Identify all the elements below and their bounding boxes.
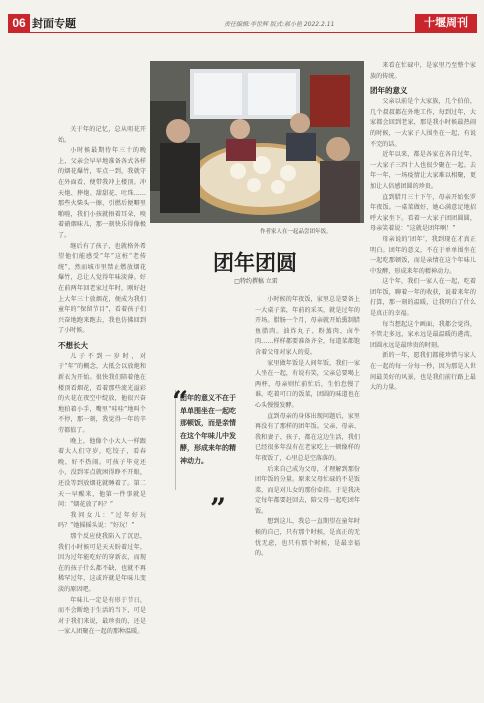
paragraph: 那个反应使我陷入了沉思，我们小时候可是天天盼着过年，因为过年能吃好的穿新衣，而现在的孩子什么都不缺，也就不再稀罕过年，这或许就是年味儿变淡的原因吧。 bbox=[58, 532, 146, 593]
open-quote-mark: “ bbox=[172, 385, 189, 418]
paragraph: 关于年的记忆，总从咀花开始。 bbox=[58, 126, 146, 144]
article-byline: □特约撰稿 立雷 bbox=[234, 278, 278, 285]
paragraph: 晚上，他像个小大人一样跟着大人们守岁，吃饺子，看春晚，好不热闹。可孩子毕竟还小，没到零点就困得睁不开眼，还没等到放烟花就睡着了。第二天一早醒来，他第一件事就是问：“烟花放了吗？” bbox=[58, 437, 146, 509]
paragraph: 儿子不到一岁时，对于“年”的概念，大抵会以放炮和新衣为开始。很快我们陪着他在楼顶看烟花，看着那些流光溢彩的火花在夜空中绽放，他很兴奋地拍着小手，嘴里“哇哇”地叫个不停，那一刻，我觉得一年的辛劳都值了。 bbox=[58, 352, 146, 435]
subheading: 不想长大 bbox=[58, 340, 88, 350]
editor-meta: 责任编辑:李世辉 版式:郝小艳 2022.2.11 bbox=[224, 21, 335, 28]
article-title: 团年团圆 bbox=[213, 251, 297, 275]
paragraph: 母亲说的‘团年’，我到现在才真正明白。团年的意义，不在于单单围坐在一起吃那顿饭，而是亲情在这个年味儿中发酵，形成来年的精神动力。 bbox=[370, 235, 476, 275]
paragraph: 这个年，我们一家人在一起，吃着团年饭，聊着一年的收获，说着来年的打算，那一刻的温暖，让我明白了什么是真正的幸福。 bbox=[370, 278, 476, 318]
paragraph: 家里做年饭是人间年饭，我们一家人坐在一起，有说有笑，父亲总要喝上两杯，母亲则忙前忙后，生怕怠慢了谁。吃着可口的饭菜，团圆的味道也在心头慢慢发酵。 bbox=[255, 359, 360, 409]
pull-quote: 团年的意义不在于单单围坐在一起吃那顿饭，而是亲情在这个年味儿中发酵，形成来年的精神动力。 bbox=[180, 394, 236, 465]
paragraph: 继后有了孩子，也就格外希望他们能感受“年”这桩“老传统”，然而城市里禁止燃放烟花爆竹，总让人觉得年味淡薄。好在前两年回老家过年时，刚好赶上大年三十放烟花，便成为我们童年的“保留节目”，看着孩子们兴奋地跑来跑去，我也仿佛回到了小时候。 bbox=[58, 242, 146, 335]
subheading: 团年的意义 bbox=[370, 86, 408, 96]
paragraph: 近年以来，都是各家在各自过年，一大家子三四十人也很少聚在一起。去年一年，一场疫情让大家难以相聚，更加让人倍感团圆的珍贵。 bbox=[370, 151, 476, 190]
photo-caption: 作者家人在一起品尝团年饭。 bbox=[260, 229, 332, 235]
section-title: 封面专题 bbox=[32, 17, 76, 30]
text-column-2 bbox=[255, 295, 360, 690]
close-quote-mark: ” bbox=[210, 492, 227, 525]
paragraph: 年味儿一定是有形于节日，而不会断绝于生活的当下，可是对于我们来说，最珍贵的，还是一家人团聚在一起的那种温暖。 bbox=[58, 596, 146, 636]
paragraph: 直到腊月三十下午，母亲开始张罗年夜饭。一桌菜做好，她心满意足地招呼大家坐下。看着一大家子团团圆圆，母亲笑着说：“这就是团年啊！” bbox=[370, 193, 476, 233]
paragraph: 后来自己成为父母，才理解到那份团年饭的分量。原来父母忙碌的不是饭菜，而是对儿女的那份牵挂。于是我决定每年都要赶回去，陪父母一起吃团年饭。 bbox=[255, 465, 360, 515]
paragraph: 小时候的年夜饭，家里总是要备上一大桌子菜，年前的采买，就是过年的开场。腊肠一个月，母亲就开始熏制腊鱼腊肉。油炸丸子、粉蒸肉、卤牛肉……样样都要准备齐全，每道菜都饱含着父母对家人的爱。 bbox=[255, 296, 360, 356]
header-rule bbox=[8, 32, 477, 33]
paragraph: 我问女儿：“过年好玩吗？”她摇摇头说：“好玩！” bbox=[58, 511, 146, 530]
paragraph: 想到这儿，我总一直期望在童年时候的自己，只有那个时候，是真正的无忧无虑，也只有那个时候，是最幸福的。 bbox=[255, 518, 360, 558]
text-column-3 bbox=[370, 61, 476, 691]
paragraph: 新的一年，愿我们都能珍惜与家人在一起的每一分每一秒，因为那是人世间最美好的风景，也是我们前行路上最大的力量。 bbox=[370, 352, 476, 392]
page-number: 06 bbox=[8, 14, 30, 32]
paragraph: 来看在忙碌中，是家里乃至整个家族的传统。 bbox=[370, 62, 476, 80]
paragraph: 父亲以前是个大家族，几个伯伯，几个叔叔都在外地工作，每到过年，大家都会回到老家，那是我小时候最热闹的时候，一大家子人围坐在一起，有说不完的话。 bbox=[370, 98, 476, 148]
paragraph: 每当想起这个画面，我都会觉得，不管走多远，家永远是最温暖的港湾，团圆永远是最珍贵的时刻。 bbox=[370, 320, 476, 349]
page-header bbox=[0, 0, 484, 34]
text-column-1 bbox=[58, 125, 146, 695]
family-dinner-photo bbox=[150, 61, 364, 223]
paragraph: 小时候最期待年三十的晚上，父亲会早早地准备各式各样的烟花爆竹，零点一到，我就守在外面看，便带我冲上楼顶。冲天炮、摔炮、甜甜花、吐珠……那些火柴头一擦，引燃后便噼里啪啦，我们小孩就捂着耳朵，嗅着硝烟味儿，那一刻快乐得像极了。 bbox=[58, 147, 146, 239]
paragraph: 直到母亲的身体出现问题后，家里再没有了那样的团年饭。父亲、母亲、我和妻子、孩子，都在这边生活，我们已经很多年没有在老家吃上一顿像样的年夜饭了，心里总是空落落的。 bbox=[255, 412, 360, 462]
publication-brand: 十堰周刊 bbox=[415, 14, 477, 32]
